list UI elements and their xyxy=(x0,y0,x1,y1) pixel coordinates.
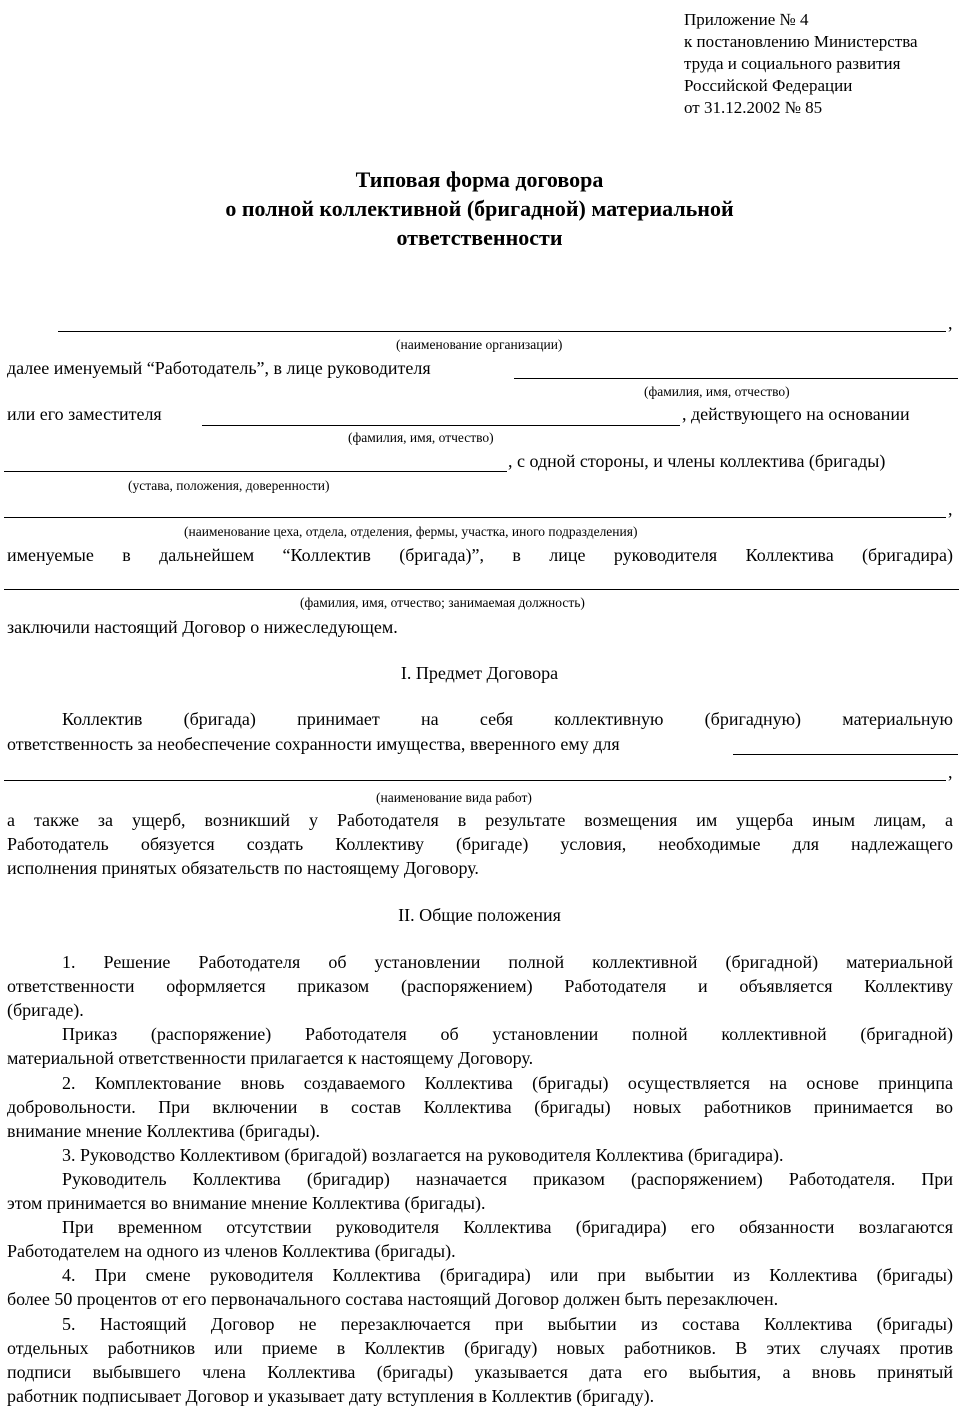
caption-organization: (наименование организации) xyxy=(396,337,563,352)
paragraph-line: (бригаде). xyxy=(7,1000,84,1020)
section-heading: II. Общие положения xyxy=(398,905,561,925)
caption-unit: (наименование цеха, отдела, отделения, фермы, участка, иного подразделения) xyxy=(184,524,638,539)
paragraph-line: 5. Настоящий Договор не перезаключается при выбытии из состава Коллектива (бригады) xyxy=(62,1314,953,1334)
paragraph-line: Руководитель Коллектива (бригадир) назначается приказом (распоряжением) Работодателя. При xyxy=(62,1169,953,1189)
manager-name-field[interactable] xyxy=(514,378,958,379)
caption-fio: (фамилия, имя, отчество) xyxy=(348,430,494,445)
organization-name-field[interactable] xyxy=(58,331,946,332)
paragraph-line: Работодателем на одного из членов Коллектива (бригады). xyxy=(7,1241,456,1261)
paragraph-line: материальной ответственности прилагается к настоящему Договору. xyxy=(7,1048,534,1068)
appendix-line: от 31.12.2002 № 85 xyxy=(684,98,823,117)
paragraph-line: ответственность за необеспечение сохранности имущества, вверенного ему для xyxy=(7,734,620,754)
appendix-line: Российской Федерации xyxy=(684,76,853,95)
paragraph-line: внимание мнение Коллектива (бригады). xyxy=(7,1121,321,1141)
section-heading: I. Предмет Договора xyxy=(400,663,559,683)
paragraph-line: 4. При смене руководителя Коллектива (бригадира) или при выбытии из Коллектива (бригады) xyxy=(62,1265,953,1285)
appendix-line: труда и социального развития xyxy=(684,54,901,73)
paragraph-line: добровольности. При включении в состав Коллектива (бригады) новых работников принимается во xyxy=(7,1097,953,1117)
deputy-text: или его заместителя xyxy=(7,404,162,424)
paragraph-line: отдельных работников или приеме в Коллектив (бригаду) новых работников. В этих случаях против xyxy=(7,1338,953,1358)
paragraph-line: работник подписывает Договор и указывает дату вступления в Коллектив (бригаду). xyxy=(7,1386,655,1406)
paragraph-line: подписи выбывшего члена Коллектива (бригады) указывается дата его выбытия, а вновь принятый xyxy=(7,1362,953,1382)
deputy-name-field[interactable] xyxy=(202,425,680,426)
appendix-line: к постановлению Министерства xyxy=(684,32,918,51)
paragraph-line: Коллектив (бригада) принимает на себя коллективную (бригадную) материальную xyxy=(62,709,953,729)
collective-text: именуемые в дальнейшем “Коллектив (бригада)”, в лице руководителя Коллектива (бригадира) xyxy=(7,545,953,565)
paragraph-line: 1. Решение Работодателя об установлении полной коллективной (бригадной) материальной xyxy=(62,952,953,972)
basis-document-field[interactable] xyxy=(4,471,507,472)
appendix-line: Приложение № 4 xyxy=(684,10,809,29)
comma: , xyxy=(948,499,953,519)
comma: , xyxy=(948,762,953,782)
employer-text: далее именуемый “Работодатель”, в лице руководителя xyxy=(7,358,431,378)
acting-text: , действующего на основании xyxy=(682,404,910,424)
title-line: ответственности xyxy=(396,225,563,250)
caption-fio: (фамилия, имя, отчество) xyxy=(644,384,790,399)
title-line: о полной коллективной (бригадной) материальной xyxy=(225,196,734,221)
paragraph-line: более 50 процентов от его первоначального состава настоящий Договор должен быть перезаключен. xyxy=(7,1289,779,1309)
paragraph-line: Приказ (распоряжение) Работодателя об установлении полной коллективной (бригадной) xyxy=(62,1024,953,1044)
title-line: Типовая форма договора xyxy=(355,167,604,192)
paragraph-line: ответственности оформляется приказом (распоряжением) Работодателя и объявляется Коллективу xyxy=(7,976,953,996)
work-type-field-continued[interactable] xyxy=(4,780,946,781)
caption-charter: (устава, положения, доверенности) xyxy=(128,478,330,493)
leader-name-field[interactable] xyxy=(4,589,959,590)
concluded-text: заключили настоящий Договор о нижеследующем. xyxy=(7,617,398,637)
work-type-field[interactable] xyxy=(733,754,958,755)
paragraph-line: этом принимается во внимание мнение Коллектива (бригады). xyxy=(7,1193,486,1213)
paragraph-line: 2. Комплектование вновь создаваемого Коллектива (бригады) осуществляется на основе принципа xyxy=(62,1073,953,1093)
caption-leader: (фамилия, имя, отчество; занимаемая должность) xyxy=(300,595,585,610)
comma: , xyxy=(948,313,953,333)
paragraph-line: а также за ущерб, возникший у Работодателя в результате возмещения им ущерба иным лицам, а xyxy=(7,810,953,830)
paragraph-line: исполнения принятых обязательств по настоящему Договору. xyxy=(7,858,479,878)
caption-work-type: (наименование вида работ) xyxy=(376,790,532,805)
paragraph-line: 3. Руководство Коллективом (бригадой) возлагается на руководителя Коллектива (бригадира). xyxy=(62,1145,784,1165)
paragraph-line: Работодатель обязуется создать Коллективу (бригаде) условия, необходимые для надлежащего xyxy=(7,834,953,854)
paragraph-line: При временном отсутствии руководителя Коллектива (бригадира) его обязанности возлагаются xyxy=(62,1217,953,1237)
unit-name-field[interactable] xyxy=(4,517,946,518)
one-side-text: , с одной стороны, и члены коллектива (бригады) xyxy=(508,451,886,471)
